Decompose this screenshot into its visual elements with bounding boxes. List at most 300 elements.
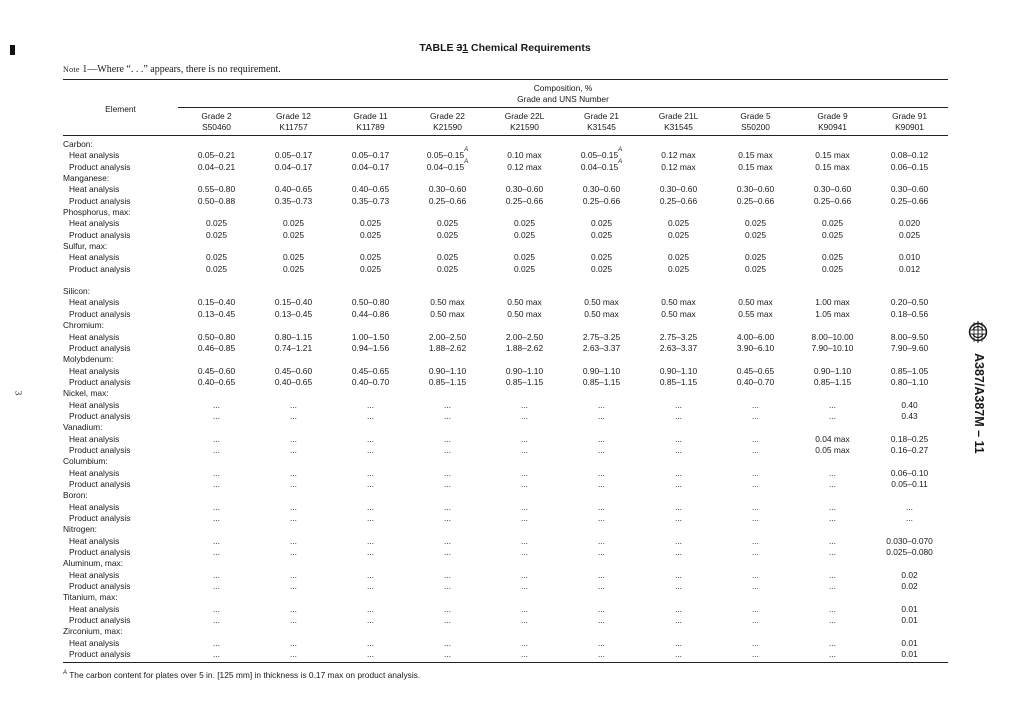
value-cell (178, 150, 255, 161)
value-cell (332, 230, 409, 241)
value-cell (332, 468, 409, 479)
value-text: ... (829, 535, 836, 546)
value-cell (409, 502, 486, 513)
value-cell (717, 570, 794, 581)
value-cell (486, 615, 563, 626)
analysis-type: Product analysis (69, 615, 131, 626)
grade-name: Grade 22 (430, 111, 465, 121)
element-name: Chromium: (63, 320, 104, 331)
uns-number: K21590 (433, 122, 462, 132)
value-text: 0.020 (899, 218, 921, 229)
value-text: 2.00–2.50 (505, 331, 544, 342)
value-text: 0.04–0.17 (274, 161, 313, 172)
value-cell (794, 218, 871, 229)
value-cell (871, 332, 948, 343)
analysis-row (63, 343, 948, 354)
value-cell (794, 604, 871, 615)
value-text: 0.08–0.12 (890, 150, 929, 161)
value-cell (255, 230, 332, 241)
value-text: 7.90–10.10 (811, 342, 854, 353)
value-text: 0.40–0.70 (351, 376, 390, 387)
value-cell (563, 479, 640, 490)
uns-number: K31545 (587, 122, 616, 132)
value-cell (486, 218, 563, 229)
analysis-type: Product analysis (69, 581, 131, 592)
value-text: 0.50 max (430, 297, 465, 308)
value-text: 0.10 max (507, 150, 542, 161)
value-text: 0.025 (591, 263, 612, 274)
value-text: 0.94–1.56 (351, 342, 390, 353)
analysis-type: Heat analysis (69, 331, 120, 342)
uns-number: K90901 (895, 122, 924, 132)
value-cell (640, 252, 717, 263)
value-text: 0.25–0.66 (736, 195, 775, 206)
value-cell (640, 536, 717, 547)
value-text: 0.025 (206, 263, 227, 274)
element-name: Sulfur, max: (63, 241, 108, 252)
value-cell (794, 162, 871, 173)
value-cell (563, 297, 640, 308)
value-text: 0.05 max (815, 444, 850, 455)
value-text: 0.13–0.45 (274, 308, 313, 319)
value-cell (871, 502, 948, 513)
uns-number: K90941 (818, 122, 847, 132)
value-cell (563, 264, 640, 275)
element-row (63, 173, 948, 184)
value-text: 0.85–1.15 (659, 376, 698, 387)
grade-name: Grade 2 (201, 111, 232, 121)
element-row (63, 136, 948, 151)
value-cell (717, 502, 794, 513)
value-text: ... (521, 513, 528, 523)
value-cell (717, 445, 794, 456)
value-text: ... (598, 603, 605, 614)
analysis-row (63, 377, 948, 388)
value-text: ... (598, 581, 605, 592)
value-text: 0.43 (901, 410, 918, 421)
grade-name: Grade 22L (504, 111, 545, 121)
value-text: ... (598, 547, 605, 558)
value-text: ... (752, 513, 759, 523)
value-text: ... (829, 649, 836, 660)
value-cell (255, 184, 332, 195)
value-cell (178, 332, 255, 343)
value-text: 0.025 (206, 229, 227, 240)
value-cell (563, 343, 640, 354)
value-cell (332, 570, 409, 581)
element-name: Molybdenum: (63, 354, 114, 365)
value-text: 0.40–0.65 (197, 376, 236, 387)
value-text: 0.025 (437, 229, 458, 240)
value-text: 0.50–0.80 (351, 297, 390, 308)
element-name: Columbium: (63, 456, 108, 467)
value-text: ... (290, 547, 297, 558)
value-cell (409, 297, 486, 308)
value-text: 0.02 (901, 569, 918, 580)
value-cell (332, 411, 409, 422)
value-text: 0.46–0.85 (197, 342, 236, 353)
value-text: 1.00–1.50 (351, 331, 390, 342)
value-cell (486, 536, 563, 547)
value-text: ... (521, 433, 528, 444)
value-text: 0.25–0.66 (505, 195, 544, 206)
analysis-type: Heat analysis (69, 150, 120, 161)
value-cell (486, 411, 563, 422)
value-text: 0.030–0.070 (886, 535, 933, 546)
value-cell (640, 570, 717, 581)
value-text: ... (213, 535, 220, 546)
value-cell (178, 468, 255, 479)
value-cell (178, 536, 255, 547)
analysis-row (63, 297, 948, 308)
value-cell (794, 434, 871, 445)
value-text: 0.74–1.21 (274, 342, 313, 353)
value-text: ... (521, 569, 528, 580)
value-cell (717, 332, 794, 343)
value-text: ... (367, 478, 374, 489)
value-text: ... (444, 603, 451, 614)
analysis-row (63, 309, 948, 320)
value-text: ... (444, 433, 451, 444)
analysis-type: Heat analysis (69, 184, 120, 195)
spacer-row (63, 275, 948, 286)
value-text: 0.80–1.15 (274, 331, 313, 342)
value-text: ... (598, 433, 605, 444)
value-cell (409, 434, 486, 445)
chemical-requirements-table (63, 79, 948, 663)
value-cell (409, 147, 486, 161)
value-cell (794, 479, 871, 490)
value-cell (409, 377, 486, 388)
value-text: ... (444, 399, 451, 410)
value-text: ... (829, 637, 836, 648)
value-cell (871, 547, 948, 558)
uns-number: K11757 (279, 122, 308, 132)
value-cell (794, 377, 871, 388)
analysis-row (63, 252, 948, 263)
value-cell (332, 649, 409, 663)
value-text: 2.63–3.37 (659, 342, 698, 353)
value-text: ... (752, 501, 759, 512)
value-text: 0.55–0.80 (197, 184, 236, 195)
value-cell (178, 649, 255, 663)
value-text: ... (444, 581, 451, 592)
value-text: 0.01 (901, 649, 918, 660)
footnote-marker: A (464, 158, 469, 165)
value-cell (332, 479, 409, 490)
value-text: ... (752, 433, 759, 444)
analysis-type: Product analysis (69, 513, 131, 523)
value-text: ... (444, 547, 451, 558)
value-text: ... (367, 569, 374, 580)
value-text: 0.44–0.86 (351, 308, 390, 319)
analysis-row (63, 445, 948, 456)
value-text: ... (290, 603, 297, 614)
value-cell (871, 218, 948, 229)
standard-designation: A387/A387M – 11 (972, 353, 986, 454)
value-text: 0.35–0.73 (351, 195, 390, 206)
analysis-row (63, 513, 948, 524)
value-cell (255, 502, 332, 513)
value-cell (717, 297, 794, 308)
analysis-type: Heat analysis (69, 218, 120, 229)
value-cell (717, 230, 794, 241)
analysis-row (63, 218, 948, 229)
element-name: Carbon: (63, 139, 93, 149)
value-text: 0.25–0.66 (890, 195, 929, 206)
value-text: ... (290, 649, 297, 660)
value-text: 0.50 max (738, 297, 773, 308)
value-cell (332, 604, 409, 615)
value-cell (178, 366, 255, 377)
value-cell (486, 332, 563, 343)
value-text: 0.05–0.17 (274, 150, 313, 161)
value-cell (640, 377, 717, 388)
value-cell (255, 400, 332, 411)
value-cell (178, 411, 255, 422)
value-cell (871, 377, 948, 388)
value-text: ... (829, 399, 836, 410)
value-text: 0.30–0.60 (659, 184, 698, 195)
value-cell (486, 366, 563, 377)
value-text: ... (829, 410, 836, 421)
value-text: ... (598, 410, 605, 421)
value-text: ... (752, 478, 759, 489)
value-cell (486, 649, 563, 663)
value-cell (794, 184, 871, 195)
analysis-row (63, 264, 948, 275)
value-cell (255, 309, 332, 320)
value-cell (563, 309, 640, 320)
element-row (63, 241, 948, 252)
uns-number: K21590 (510, 122, 539, 132)
value-text: 0.025 (283, 252, 304, 263)
value-cell (409, 252, 486, 263)
value-text: 0.90–1.10 (582, 365, 621, 376)
value-text: ... (367, 581, 374, 592)
element-row (63, 207, 948, 218)
value-text: ... (829, 547, 836, 558)
element-name: Titanium, max: (63, 592, 118, 603)
uns-number: S50460 (202, 122, 231, 132)
value-text: 0.010 (899, 252, 921, 263)
value-text: ... (598, 569, 605, 580)
value-text: 0.50–0.88 (197, 195, 236, 206)
element-name: Boron: (63, 490, 88, 501)
table-title: TABLE 31 Chemical Requirements (419, 42, 591, 54)
value-text: ... (521, 649, 528, 660)
value-text: ... (906, 513, 914, 523)
value-cell (640, 445, 717, 456)
analysis-type: Product analysis (63, 649, 178, 663)
grade-name: Grade 11 (353, 111, 388, 121)
value-text: ... (444, 467, 451, 478)
value-cell (178, 309, 255, 320)
element-row (63, 388, 948, 399)
value-cell (255, 434, 332, 445)
analysis-type: Product analysis (69, 410, 131, 421)
value-cell (717, 536, 794, 547)
analysis-type: Product analysis (69, 478, 131, 489)
value-cell (486, 150, 563, 161)
value-cell (178, 230, 255, 241)
value-text: ... (598, 637, 605, 648)
value-cell (717, 434, 794, 445)
value-text: ... (521, 535, 528, 546)
value-text: 0.30–0.60 (890, 184, 929, 195)
value-cell (563, 502, 640, 513)
value-text: ... (444, 649, 451, 660)
element-name: Manganese: (63, 173, 110, 184)
value-cell (178, 547, 255, 558)
value-cell (486, 468, 563, 479)
value-cell (255, 297, 332, 308)
value-text: ... (675, 467, 682, 478)
value-text: ... (444, 569, 451, 580)
value-text: 0.45–0.65 (736, 365, 775, 376)
value-cell (640, 309, 717, 320)
element-name: Silicon: (63, 286, 90, 297)
value-text: 0.50 max (507, 297, 542, 308)
value-cell (563, 649, 640, 663)
value-text: ... (367, 513, 374, 523)
value-cell (178, 581, 255, 592)
value-text: 0.40–0.65 (274, 376, 313, 387)
value-text: ... (598, 535, 605, 546)
value-text: ... (444, 637, 451, 648)
inserted-table-number: 1 (462, 42, 469, 54)
value-text: 7.90–9.60 (890, 342, 929, 353)
element-row (63, 558, 948, 569)
analysis-row (63, 536, 948, 547)
value-cell (794, 445, 871, 456)
value-cell (871, 604, 948, 615)
value-text: 0.012 (899, 263, 921, 274)
value-cell (717, 196, 794, 207)
value-text: ... (367, 603, 374, 614)
value-cell (332, 252, 409, 263)
value-cell (563, 218, 640, 229)
value-cell (409, 615, 486, 626)
value-cell (717, 581, 794, 592)
value-cell (871, 434, 948, 445)
value-text: ... (829, 513, 836, 523)
note-label: Note (63, 65, 80, 74)
value-text: 0.01 (901, 603, 918, 614)
value-text: 0.50 max (430, 308, 465, 319)
value-cell (486, 581, 563, 592)
footnote: $^A$ The carbon content for plates over 5 in. [125 mm] in thickness is 0.17 max on product analysis. (63, 670, 421, 680)
analysis-type: Heat analysis (69, 535, 120, 546)
value-cell (332, 581, 409, 592)
value-cell (332, 297, 409, 308)
value-text: 0.025 (437, 218, 458, 229)
value-cell (255, 264, 332, 275)
value-text: ... (521, 615, 528, 626)
value-text: 0.025 (591, 229, 612, 240)
value-text: 0.025 (437, 252, 458, 263)
value-cell (794, 638, 871, 649)
value-text: ... (367, 547, 374, 558)
value-text: ... (675, 478, 682, 489)
value-cell (486, 196, 563, 207)
value-cell (332, 547, 409, 558)
value-text: ... (829, 615, 836, 626)
analysis-row (63, 570, 948, 581)
value-text: ... (213, 581, 220, 592)
element-row (63, 592, 948, 603)
value-cell (794, 649, 871, 663)
value-text: ... (675, 547, 682, 558)
value-cell (409, 570, 486, 581)
value-cell (255, 150, 332, 161)
value-text: 0.01 (901, 637, 918, 648)
value-cell (794, 536, 871, 547)
analysis-row (63, 615, 948, 626)
element-row (63, 286, 948, 297)
value-cell (409, 513, 486, 524)
value-cell (409, 400, 486, 411)
value-cell (332, 309, 409, 320)
value-cell (563, 581, 640, 592)
value-cell (409, 547, 486, 558)
value-text: ... (521, 467, 528, 478)
value-cell (255, 638, 332, 649)
value-cell (409, 536, 486, 547)
value-text: 0.15 max (815, 150, 850, 161)
analysis-row (63, 468, 948, 479)
value-text: 0.30–0.60 (428, 184, 467, 195)
table-note: Note 1—Where “. . .” appears, there is no requirement. (63, 64, 281, 75)
value-cell (178, 184, 255, 195)
value-cell (486, 377, 563, 388)
value-cell (794, 411, 871, 422)
value-text: ... (290, 513, 297, 523)
value-cell (178, 343, 255, 354)
value-text: 0.025 (360, 218, 381, 229)
value-text: ... (444, 513, 451, 523)
value-cell (332, 638, 409, 649)
value-cell (563, 377, 640, 388)
value-text: ... (752, 581, 759, 592)
value-text: 0.35–0.73 (274, 195, 313, 206)
value-text: ... (752, 603, 759, 614)
value-text: ... (752, 649, 759, 660)
value-cell (178, 377, 255, 388)
value-text: ... (213, 615, 220, 626)
value-cell (255, 332, 332, 343)
value-cell (871, 400, 948, 411)
value-text: ... (521, 410, 528, 421)
value-text: ... (213, 399, 220, 410)
value-cell (332, 434, 409, 445)
value-text: ... (675, 433, 682, 444)
value-text: ... (752, 615, 759, 626)
analysis-type: Heat analysis (69, 252, 120, 263)
value-text: ... (521, 581, 528, 592)
grade-header (332, 108, 409, 136)
value-cell (563, 147, 640, 161)
value-cell (717, 604, 794, 615)
value-text: ... (521, 637, 528, 648)
value-cell (640, 411, 717, 422)
value-text: 0.01 (901, 615, 918, 626)
value-text: 0.025 (514, 263, 535, 274)
value-cell (794, 196, 871, 207)
value-text: ... (752, 569, 759, 580)
value-text: ... (598, 501, 605, 512)
value-text: 0.12 max (661, 161, 696, 172)
